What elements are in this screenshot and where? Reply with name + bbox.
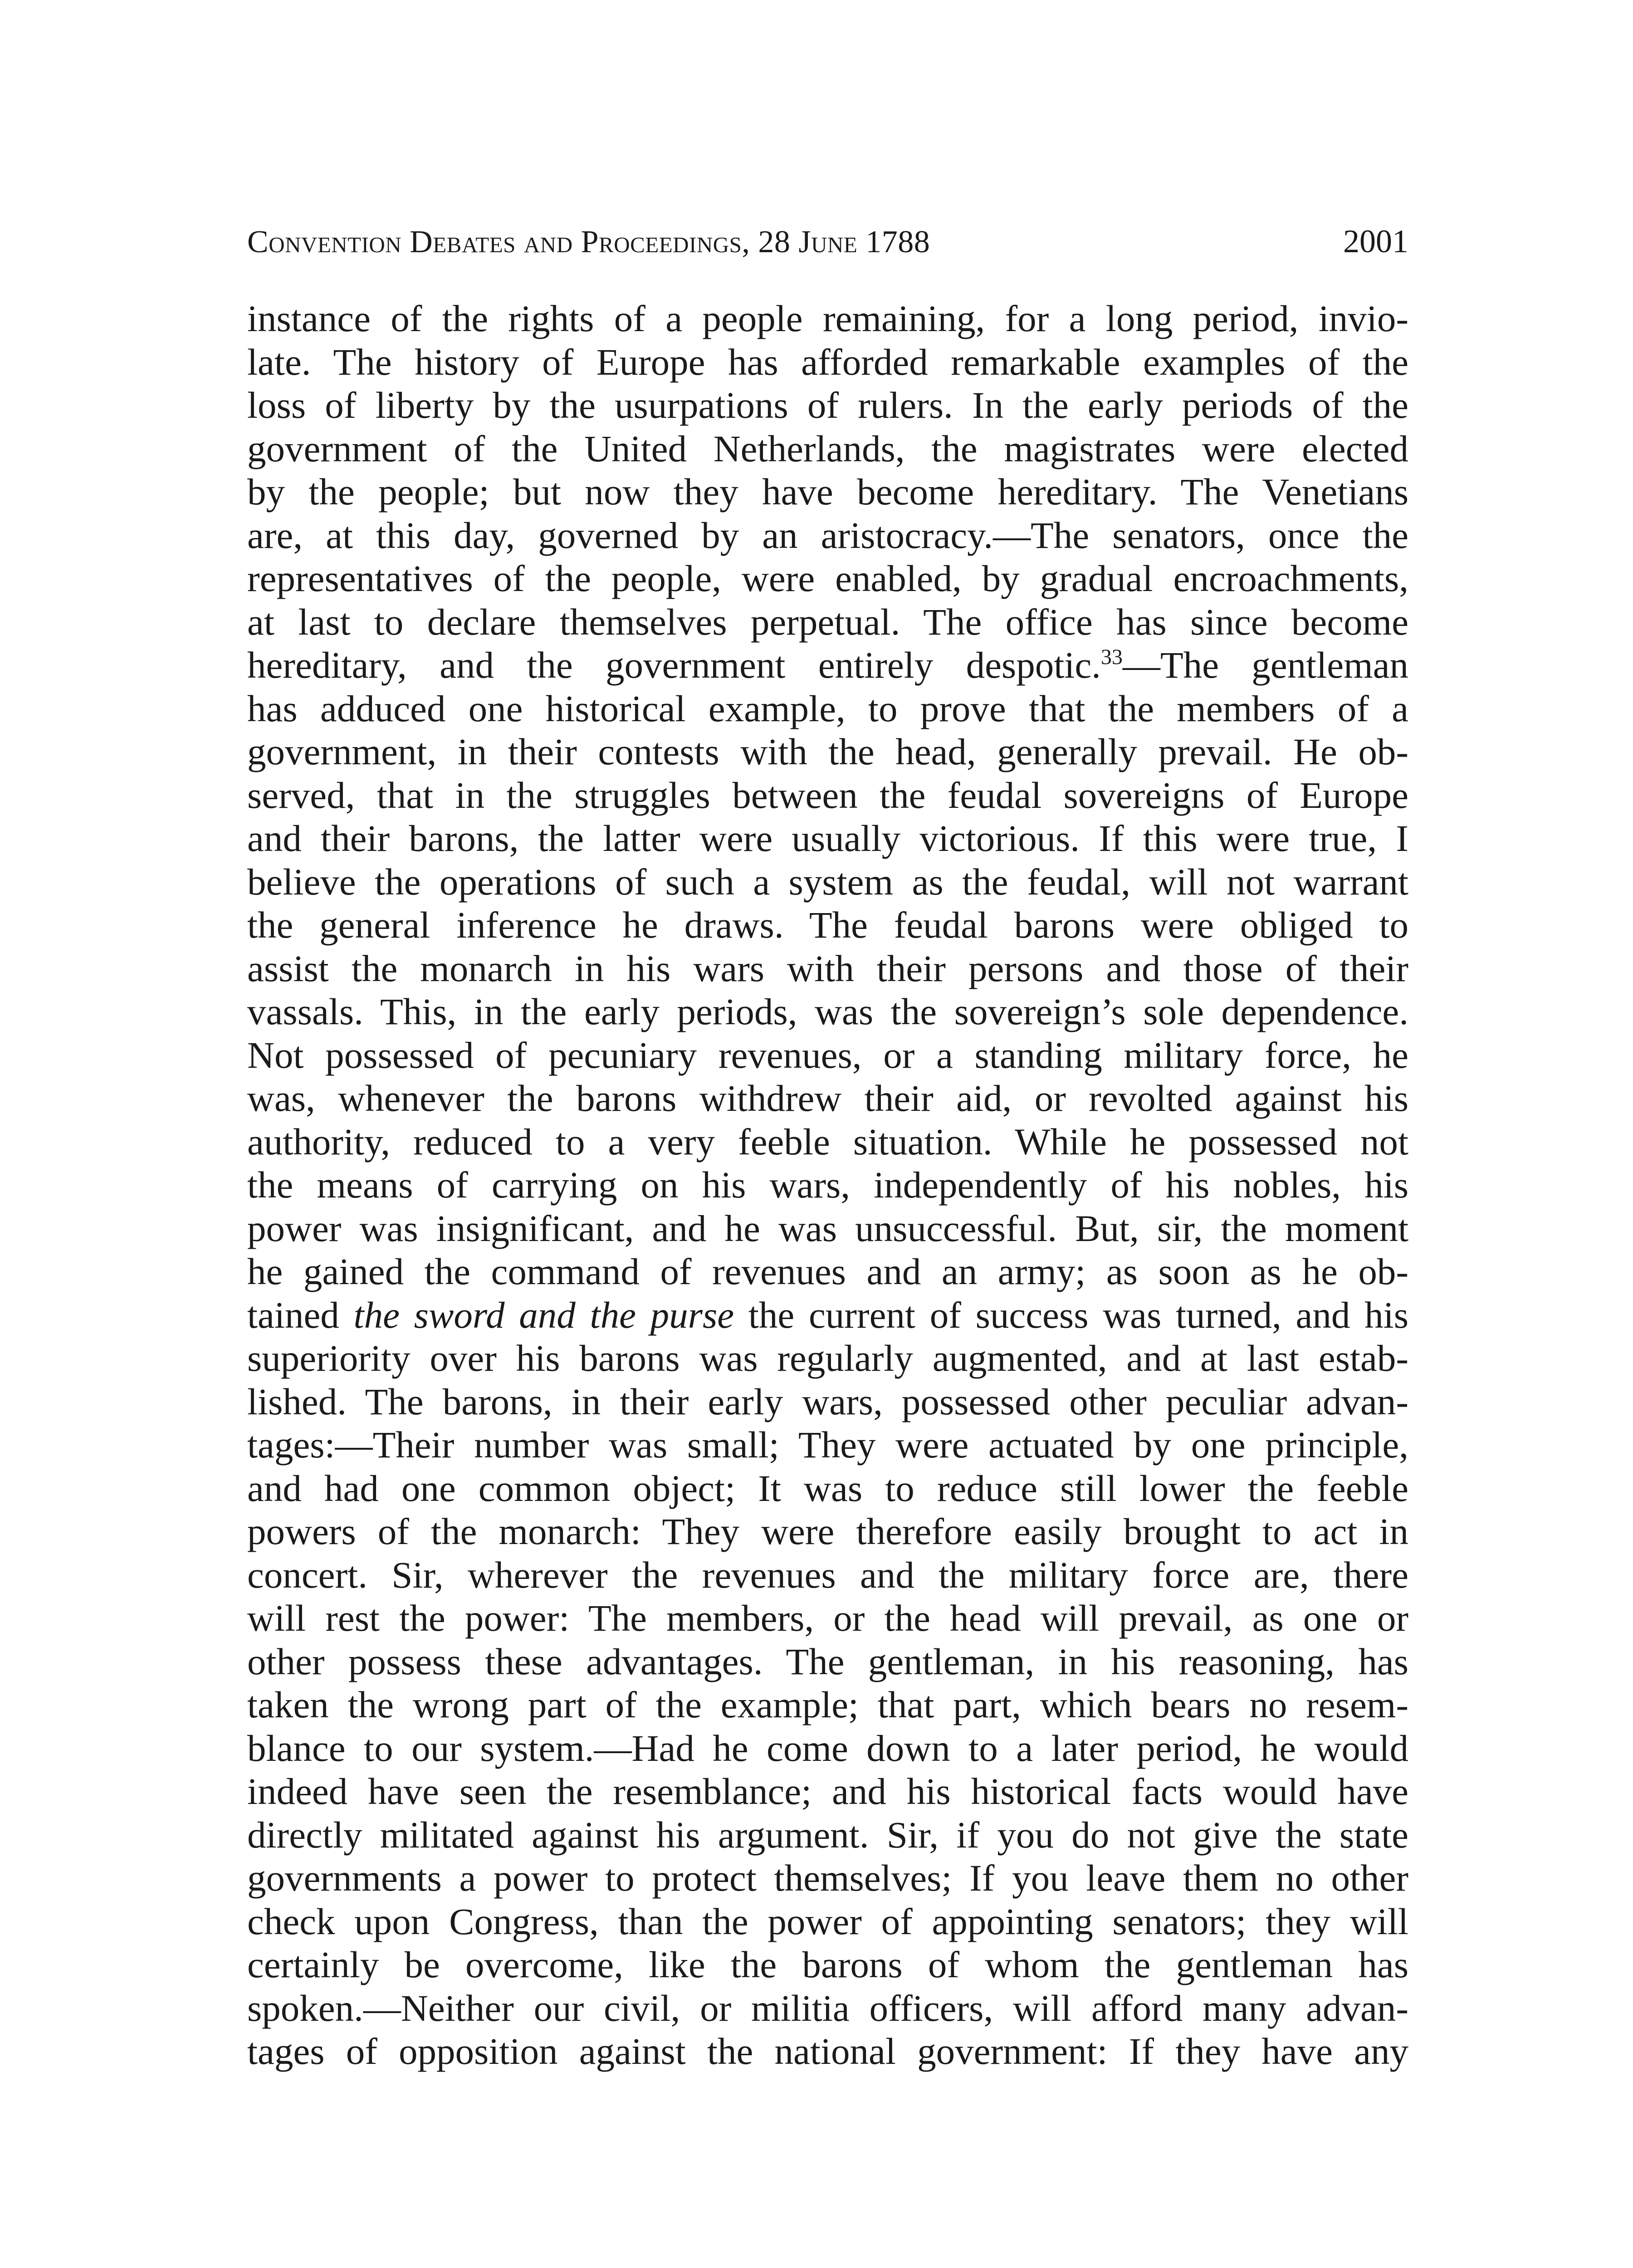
line-text: certainly be overcome, like the barons of whom the gentleman has xyxy=(247,1944,1408,1985)
text-line xyxy=(247,1987,1408,2030)
footnote-reference[interactable]: 33 xyxy=(1100,645,1123,669)
text-line xyxy=(247,1943,1408,1987)
line-text: spoken.—Neither our civil, or militia officers, will afford many advan- xyxy=(247,1987,1408,2029)
text-line xyxy=(247,1034,1408,1077)
text-line xyxy=(247,1423,1408,1467)
line-text: he gained the command of revenues and an army; as soon as he ob- xyxy=(247,1251,1408,1292)
text-line xyxy=(247,1120,1408,1164)
text-line xyxy=(247,687,1408,731)
line-text: has adduced one historical example, to prove that the members of a xyxy=(247,687,1408,729)
text-line xyxy=(247,470,1408,514)
line-text: governments a power to protect themselves; If you leave them no other xyxy=(247,1857,1408,1899)
line-text: the means of carrying on his wars, independently of his nobles, his xyxy=(247,1164,1408,1206)
line-text: tages:—Their number was small; They were actuated by one principle, xyxy=(247,1424,1408,1466)
line-text: are, at this day, governed by an aristocracy.—The senators, once the xyxy=(247,514,1408,556)
text-line xyxy=(247,1554,1408,1597)
line-text: at last to declare themselves perpetual. The office has since become xyxy=(247,601,1408,643)
text-line xyxy=(247,1813,1408,1857)
text-line xyxy=(247,1857,1408,1900)
line-text: believe the operations of such a system as the feudal, will not warrant xyxy=(247,860,1408,903)
line-text: powers of the monarch: They were therefore easily brought to act in xyxy=(247,1510,1408,1552)
line-text: assist the monarch in his wars with their persons and those of their xyxy=(247,947,1408,989)
line-text: and their barons, the latter were usually victorious. If this were true, I xyxy=(247,817,1408,859)
text-line xyxy=(247,557,1408,601)
text-line xyxy=(247,1640,1408,1684)
text-line xyxy=(247,860,1408,904)
text-line xyxy=(247,947,1408,991)
text-line xyxy=(247,1207,1408,1251)
line-text: tained xyxy=(247,1294,354,1336)
line-text: lished. The barons, in their early wars, possessed other peculiar advan- xyxy=(247,1380,1408,1422)
line-text: blance to our system.—Had he come down to a later period, he would xyxy=(247,1727,1408,1769)
text-line xyxy=(247,817,1408,860)
line-text: vassals. This, in the early periods, was the sovereign’s sole dependence. xyxy=(247,991,1408,1032)
italic-phrase: the sword and the purse xyxy=(353,1294,734,1336)
text-line xyxy=(247,297,1408,341)
text-line xyxy=(247,1683,1408,1727)
line-text: by the people; but now they have become hereditary. The Venetians xyxy=(247,471,1408,513)
text-line xyxy=(247,384,1408,427)
line-text: indeed have seen the resemblance; and his historical facts would have xyxy=(247,1770,1408,1812)
text-line xyxy=(247,1380,1408,1424)
text-line xyxy=(247,427,1408,471)
text-line xyxy=(247,1337,1408,1380)
line-text: instance of the rights of a people remaining, for a long period, invio- xyxy=(247,298,1408,339)
line-text: concert. Sir, wherever the revenues and the military force are, there xyxy=(247,1554,1408,1596)
text-line xyxy=(247,2030,1408,2073)
line-text: late. The history of Europe has afforded remarkable examples of the xyxy=(247,341,1408,383)
line-text: directly militated against his argument. Sir, if you do not give the state xyxy=(247,1813,1408,1856)
line-text: tages of opposition against the national government: If they have any xyxy=(247,2030,1408,2072)
line-text: served, that in the struggles between the feudal sovereigns of Europe xyxy=(247,774,1408,816)
text-line xyxy=(247,644,1408,687)
text-line xyxy=(247,1510,1408,1554)
line-text: was, whenever the barons withdrew their aid, or revolted against his xyxy=(247,1077,1408,1119)
text-line xyxy=(247,514,1408,557)
line-text: government of the United Netherlands, the magistrates were elected xyxy=(247,427,1408,469)
line-text: superiority over his barons was regularly augmented, and at last estab- xyxy=(247,1337,1408,1379)
text-line xyxy=(247,1597,1408,1640)
text-line xyxy=(247,1250,1408,1294)
page-number: 2001 xyxy=(1343,223,1408,259)
line-text: government, in their contests with the head, generally prevail. He ob- xyxy=(247,731,1408,772)
text-line xyxy=(247,1077,1408,1120)
body-text xyxy=(247,297,1408,2073)
line-text: Not possessed of pecuniary revenues, or a standing military force, he xyxy=(247,1034,1408,1076)
line-text: power was insignificant, and he was unsuccessful. But, sir, the moment xyxy=(247,1207,1408,1249)
line-text: the current of success was turned, and his xyxy=(734,1294,1408,1336)
line-text: will rest the power: The members, or the head will prevail, as one or xyxy=(247,1597,1408,1639)
text-line xyxy=(247,990,1408,1034)
line-text: representatives of the people, were enabled, by gradual encroachments, xyxy=(247,557,1408,599)
line-text: the general inference he draws. The feudal barons were obliged to xyxy=(247,904,1408,946)
line-text: and had one common object; It was to reduce still lower the feeble xyxy=(247,1467,1408,1509)
line-text: authority, reduced to a very feeble situation. While he possessed not xyxy=(247,1120,1408,1163)
line-text: taken the wrong part of the example; that part, which bears no resem- xyxy=(247,1684,1408,1725)
text-line xyxy=(247,904,1408,947)
line-text: hereditary, and the government entirely despotic. xyxy=(247,644,1101,686)
text-line xyxy=(247,1467,1408,1510)
line-text: other possess these advantages. The gentleman, in his reasoning, has xyxy=(247,1640,1408,1682)
text-line xyxy=(247,1294,1408,1337)
line-text: —The gentleman xyxy=(1122,644,1408,686)
text-line xyxy=(247,1900,1408,1944)
line-text: check upon Congress, than the power of appointing senators; they will xyxy=(247,1900,1408,1942)
text-line xyxy=(247,601,1408,644)
text-line xyxy=(247,1770,1408,1813)
text-line xyxy=(247,1163,1408,1207)
text-line xyxy=(247,341,1408,384)
running-head xyxy=(247,221,1408,262)
text-line xyxy=(247,774,1408,817)
text-line xyxy=(247,730,1408,774)
running-head-title: Convention Debates and Proceedings, 28 June 1788 xyxy=(247,225,930,259)
line-text: loss of liberty by the usurpations of rulers. In the early periods of the xyxy=(247,384,1408,426)
text-line xyxy=(247,1727,1408,1770)
